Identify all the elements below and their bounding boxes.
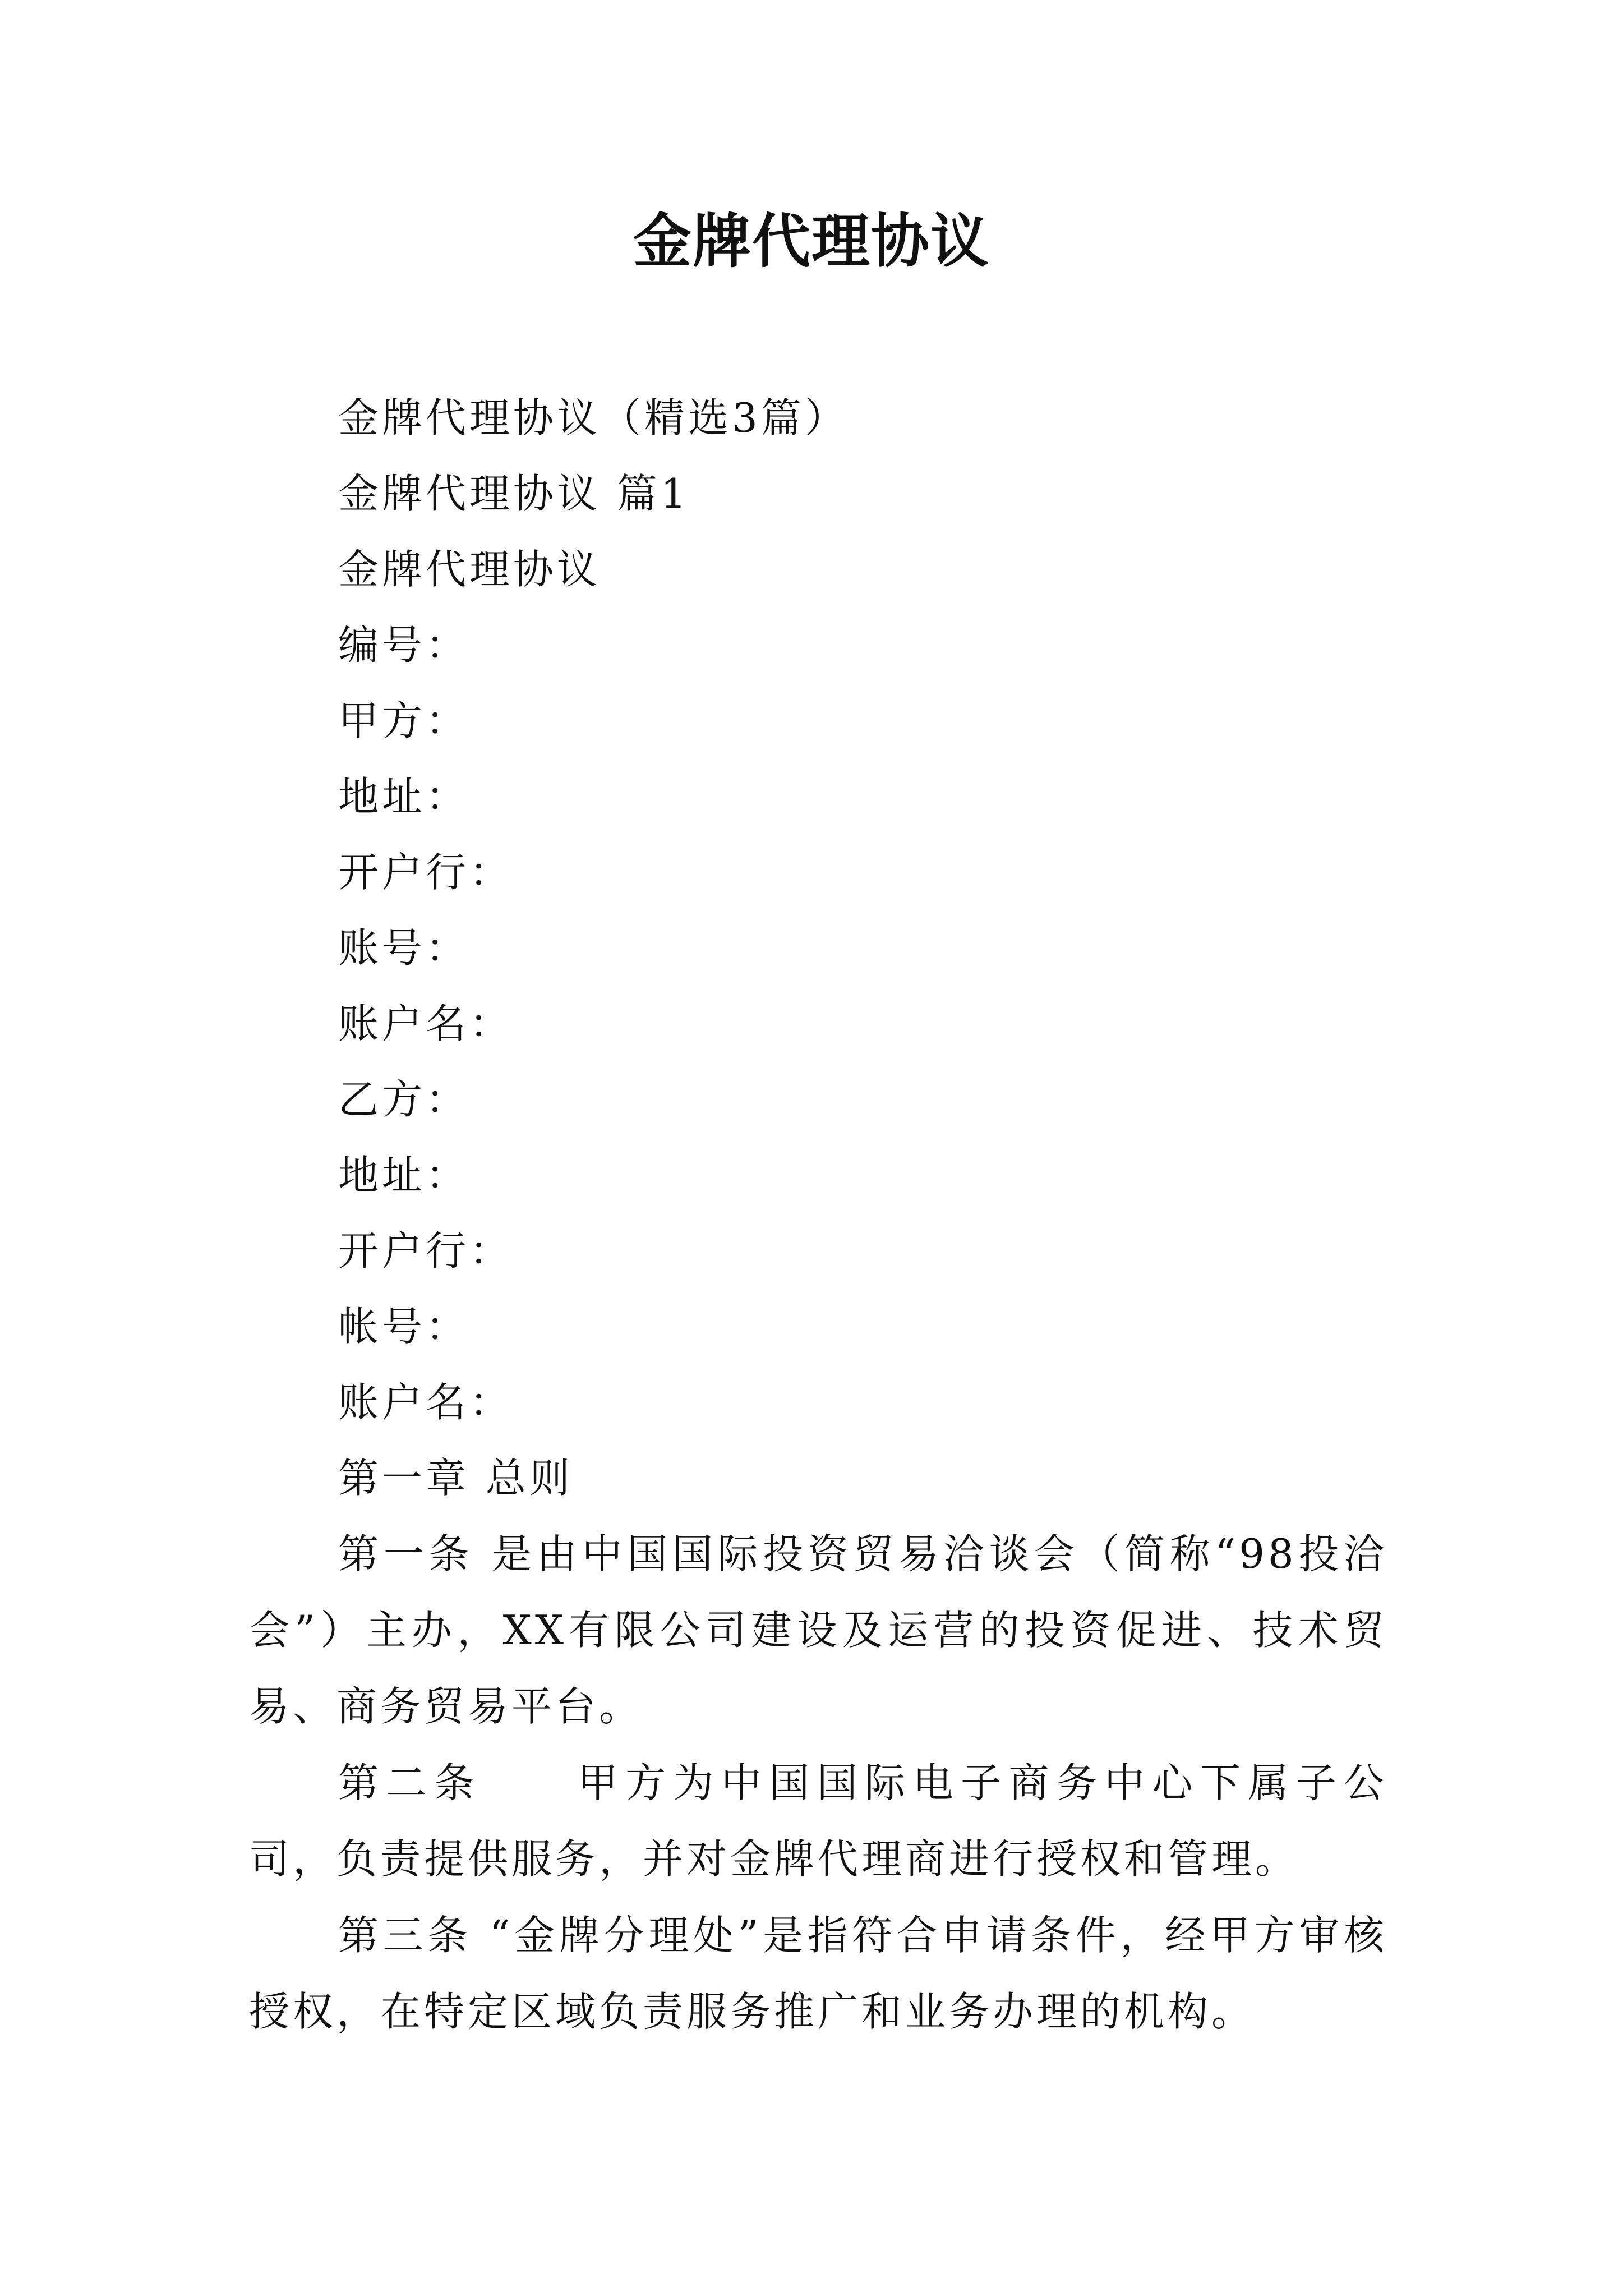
field-address-a (338, 769, 469, 825)
field-account-name-a-label: 账户名： (338, 1000, 514, 1047)
subtitle-part-1: 金牌代理协议 篇1 (338, 470, 690, 517)
subtitle-selection: 金牌代理协议（精选3篇） (338, 394, 849, 441)
field-party-a (338, 693, 469, 749)
field-number (338, 617, 469, 673)
article-2: 第二条 甲方为中国国际电子商务中心下属子公司，负责提供服务，并对金牌代理商进行授权和管理。 (249, 1759, 1387, 1883)
field-party-a-first: 甲 (338, 697, 382, 744)
field-bank-a (338, 844, 513, 900)
field-bank-a-label: 开户行： (338, 849, 514, 896)
field-account-name-b: 账户名： (338, 1379, 514, 1426)
article-1: 第一条 是由中国国际投资贸易洽谈会（简称“98投洽会”）主办，XX有限公司建设及运营的投资促进、技术贸易、商务贸易平台。 (249, 1530, 1387, 1730)
field-account-b: 帐号： (338, 1303, 470, 1350)
article-3: 第三条 “金牌分理处”是指符合申请条件，经甲方审核授权，在特定区域负责服务推广和业务办理的机构。 (249, 1912, 1387, 2035)
field-address-a-first: 地 (338, 773, 382, 820)
field-account-a-second: 号： (382, 924, 470, 972)
field-number-first: 编 (338, 622, 382, 669)
document-title: 金牌代理协议 (633, 206, 990, 275)
field-bank-b: 开户行： (338, 1227, 514, 1274)
field-address-b: 地址： (338, 1152, 470, 1199)
chapter-heading: 第一章 总则 (338, 1455, 573, 1502)
field-number-second: 号： (382, 622, 470, 669)
field-address-a-second: 址： (382, 773, 470, 820)
agreement-heading: 金牌代理协议 (338, 546, 601, 593)
field-account-a-first: 账 (338, 924, 382, 972)
field-party-a-second: 方： (382, 697, 470, 744)
field-account-name-a (338, 996, 513, 1052)
field-account-a (338, 920, 469, 976)
field-party-b: 乙方： (338, 1076, 470, 1123)
